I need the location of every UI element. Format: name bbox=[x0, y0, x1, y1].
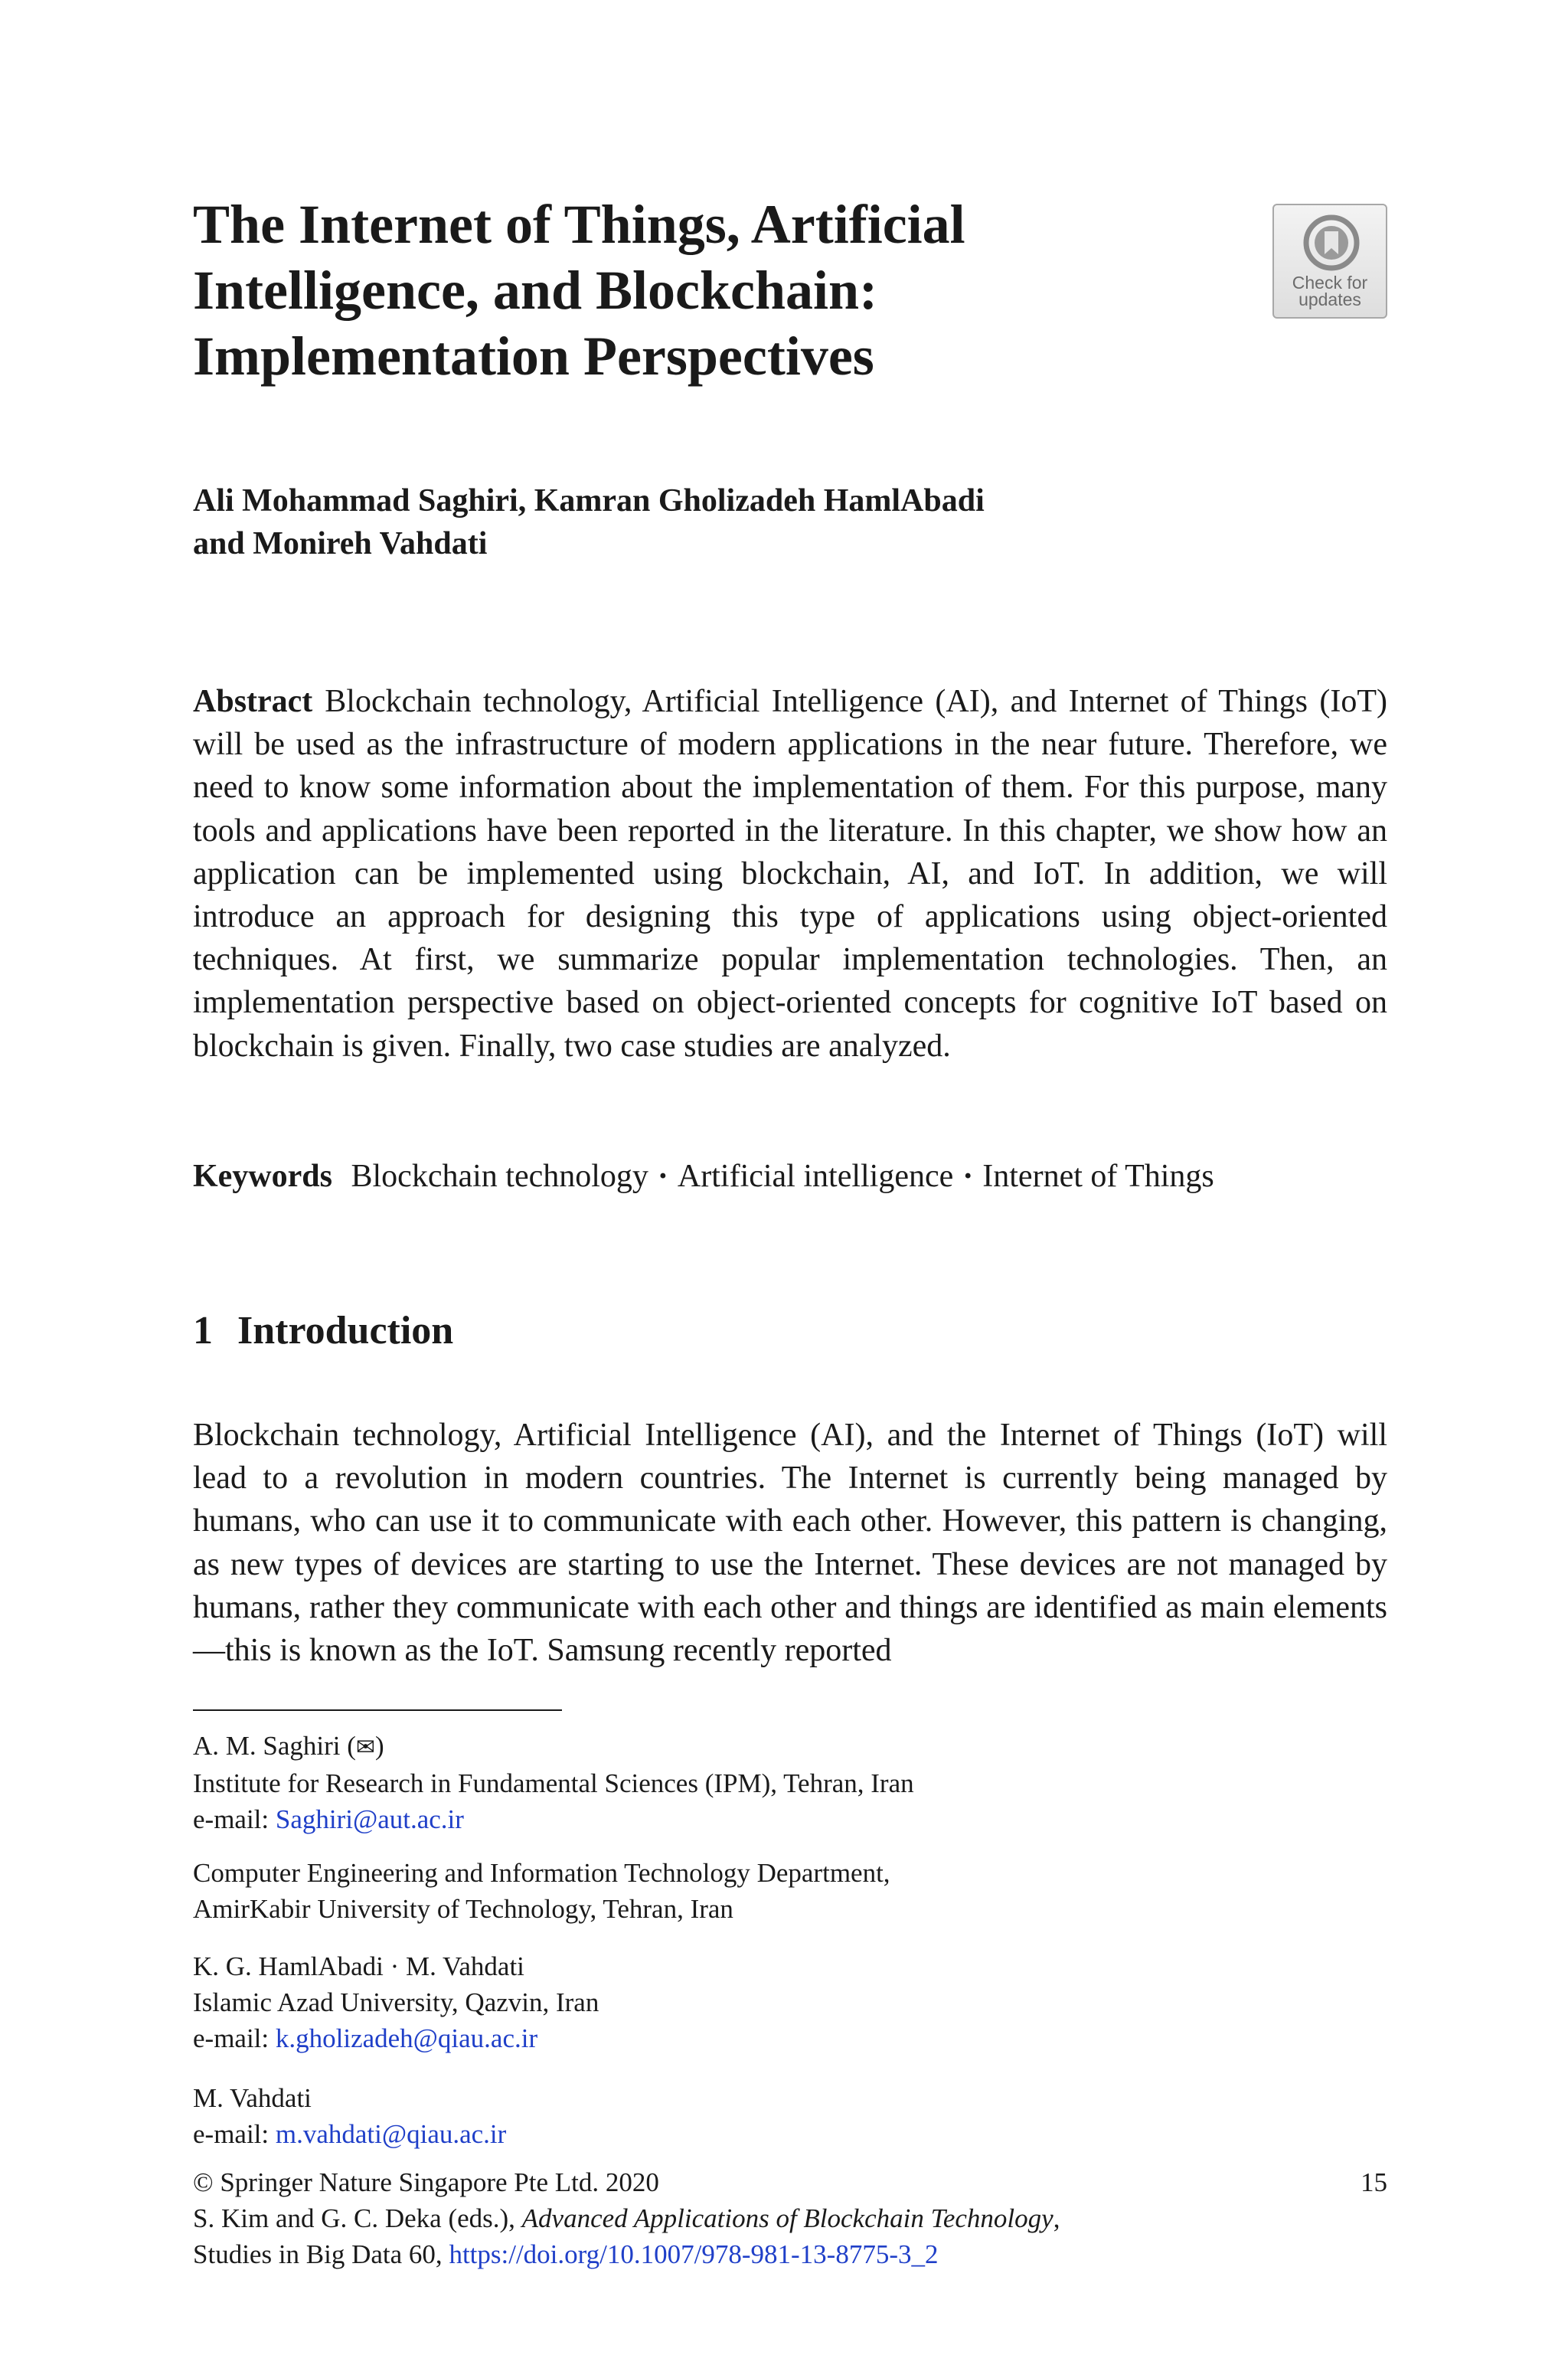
abstract-text: Blockchain technology, Artificial Intelligence (AI), and Internet of Things (IoT) will be used as the infrastructure of modern applications in the near future. Therefore, we need to know some information about the implementation of them. For this purpose, many tools and applications have been reported in the literature. In this chapter, we show how an application can be implemented using blockchain, AI, and IoT. In addition, we will introduce an approach for designing this type of applications using object-oriented techniques. At first, we summarize popular implementation technologies. Then, an implementation perspective based on object-oriented concepts for cognitive IoT based on blockchain is given. Finally, two case studies are analyzed. bbox=[193, 684, 1387, 1064]
author-name: M. Vahdati bbox=[193, 2083, 312, 2113]
email-line: e-mail: Saghiri@aut.ac.ir bbox=[193, 1804, 464, 1834]
section-title: Introduction bbox=[237, 1309, 454, 1353]
publication-footer bbox=[193, 2164, 1387, 2272]
book-citation: S. Kim and G. C. Deka (eds.), Advanced Applications of Blockchain Technology, bbox=[193, 2203, 1060, 2233]
section-heading bbox=[193, 1307, 453, 1356]
badge-label: Check for updates bbox=[1292, 273, 1368, 309]
crossmark-icon bbox=[1302, 213, 1361, 273]
keywords-label: Keywords bbox=[193, 1159, 332, 1194]
email-link[interactable]: m.vahdati@qiau.ac.ir bbox=[275, 2119, 507, 2149]
envelope-icon[interactable]: ✉ bbox=[355, 1734, 376, 1761]
email-line: e-mail: m.vahdati@qiau.ac.ir bbox=[193, 2119, 507, 2149]
title-line: Intelligence, and Blockchain: bbox=[193, 260, 878, 321]
affiliation-block bbox=[193, 1855, 1387, 1927]
affiliation-block bbox=[193, 1948, 1387, 2056]
affiliation: Computer Engineering and Information Technology Department, bbox=[193, 1858, 890, 1888]
copyright: © Springer Nature Singapore Pte Ltd. 2020 bbox=[193, 2167, 659, 2197]
author-line: Ali Mohammad Saghiri, Kamran Gholizadeh HamlAbadi bbox=[193, 483, 985, 518]
book-title: Advanced Applications of Blockchain Technology bbox=[521, 2203, 1054, 2233]
author-list bbox=[193, 479, 1387, 565]
doi-link[interactable]: https://doi.org/10.1007/978-981-13-8775-3_2 bbox=[449, 2239, 939, 2269]
email-link[interactable]: k.gholizadeh@qiau.ac.ir bbox=[275, 2023, 538, 2053]
section-number: 1 bbox=[193, 1309, 213, 1353]
keyword-item: Artificial intelligence bbox=[677, 1159, 954, 1194]
keyword-item: Blockchain technology bbox=[351, 1159, 648, 1194]
affiliation-block bbox=[193, 1728, 1387, 1837]
email-link[interactable]: Saghiri@aut.ac.ir bbox=[275, 1804, 464, 1834]
page-number: 15 bbox=[1361, 2167, 1387, 2197]
email-line: e-mail: k.gholizadeh@qiau.ac.ir bbox=[193, 2023, 538, 2053]
affiliation-block bbox=[193, 2080, 1387, 2152]
intro-paragraph: Blockchain technology, Artificial Intelligence (AI), and the Internet of Things (IoT) will lead to a revolution in modern countries. The Internet is currently being managed by humans, who can use it to communicate with each other. However, this pattern is changing, as new types of devices are starting to use the Internet. These devices are not managed by humans, rather they communicate with each other and things are identified as main elements—this is known as the IoT. Samsung recently reported bbox=[193, 1418, 1387, 1669]
title-line: Implementation Perspectives bbox=[193, 325, 874, 387]
check-for-updates-badge[interactable] bbox=[1272, 204, 1387, 319]
keywords bbox=[193, 1155, 1387, 1198]
series-line: Studies in Big Data 60, https://doi.org/10.1007/978-981-13-8775-3_2 bbox=[193, 2239, 939, 2269]
chapter-title bbox=[193, 191, 1188, 389]
keyword-item: Internet of Things bbox=[982, 1159, 1214, 1194]
author-name: K. G. HamlAbadi · M. Vahdati bbox=[193, 1951, 524, 1981]
abstract-label: Abstract bbox=[193, 684, 313, 719]
abstract bbox=[193, 680, 1387, 1068]
affiliation: Islamic Azad University, Qazvin, Iran bbox=[193, 1987, 599, 2017]
keyword-separator: · bbox=[962, 1159, 974, 1194]
affiliation: AmirKabir University of Technology, Tehran, Iran bbox=[193, 1894, 733, 1924]
affiliation: Institute for Research in Fundamental Sciences (IPM), Tehran, Iran bbox=[193, 1768, 914, 1798]
author-name: A. M. Saghiri (✉) bbox=[193, 1731, 384, 1761]
author-line: and Monireh Vahdati bbox=[193, 526, 488, 561]
keyword-separator: · bbox=[657, 1159, 668, 1194]
title-line: The Internet of Things, Artificial bbox=[193, 194, 965, 255]
footnote-divider bbox=[193, 1709, 562, 1711]
